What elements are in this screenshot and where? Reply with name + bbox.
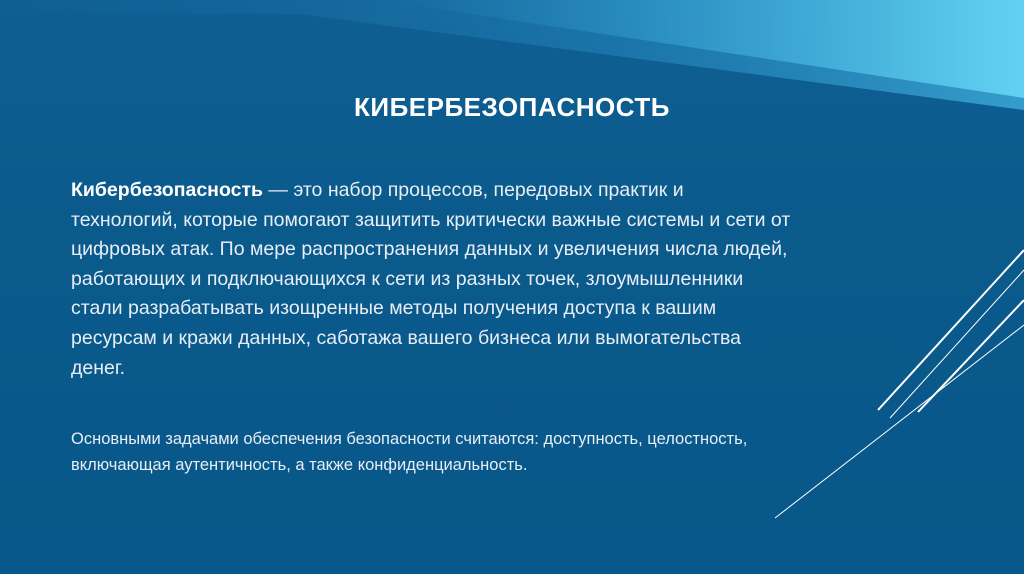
tasks-paragraph: Основными задачами обеспечения безопасности считаются: доступность, целостность, включающая аутентичность, а также конфиденциальность.: [71, 430, 748, 474]
top-light-band-bright: [380, 0, 1024, 98]
diagonal-line-4: [775, 325, 1024, 518]
diagonal-line-1: [878, 250, 1024, 410]
slide-title: КИБЕРБЕЗОПАСНОСТЬ: [354, 92, 670, 122]
definition-term: Кибербезопасность: [71, 179, 263, 201]
definition-text: — это набор процессов, передовых практик и технологий, которые помогают защитить критически важные системы и сети от цифровых атак. По мере распространения данных и увеличения числа людей, работающих и подключающихся к сети из разных точек, злоумышленники стали разрабатывать изощренные методы получения доступа к вашим ресурсам и кражи данных, саботажа вашего бизнеса или вымогательства денег.: [71, 179, 791, 379]
diagonal-line-2: [890, 270, 1024, 418]
diagonal-lines: [775, 250, 1024, 518]
definition-paragraph: [71, 176, 791, 383]
